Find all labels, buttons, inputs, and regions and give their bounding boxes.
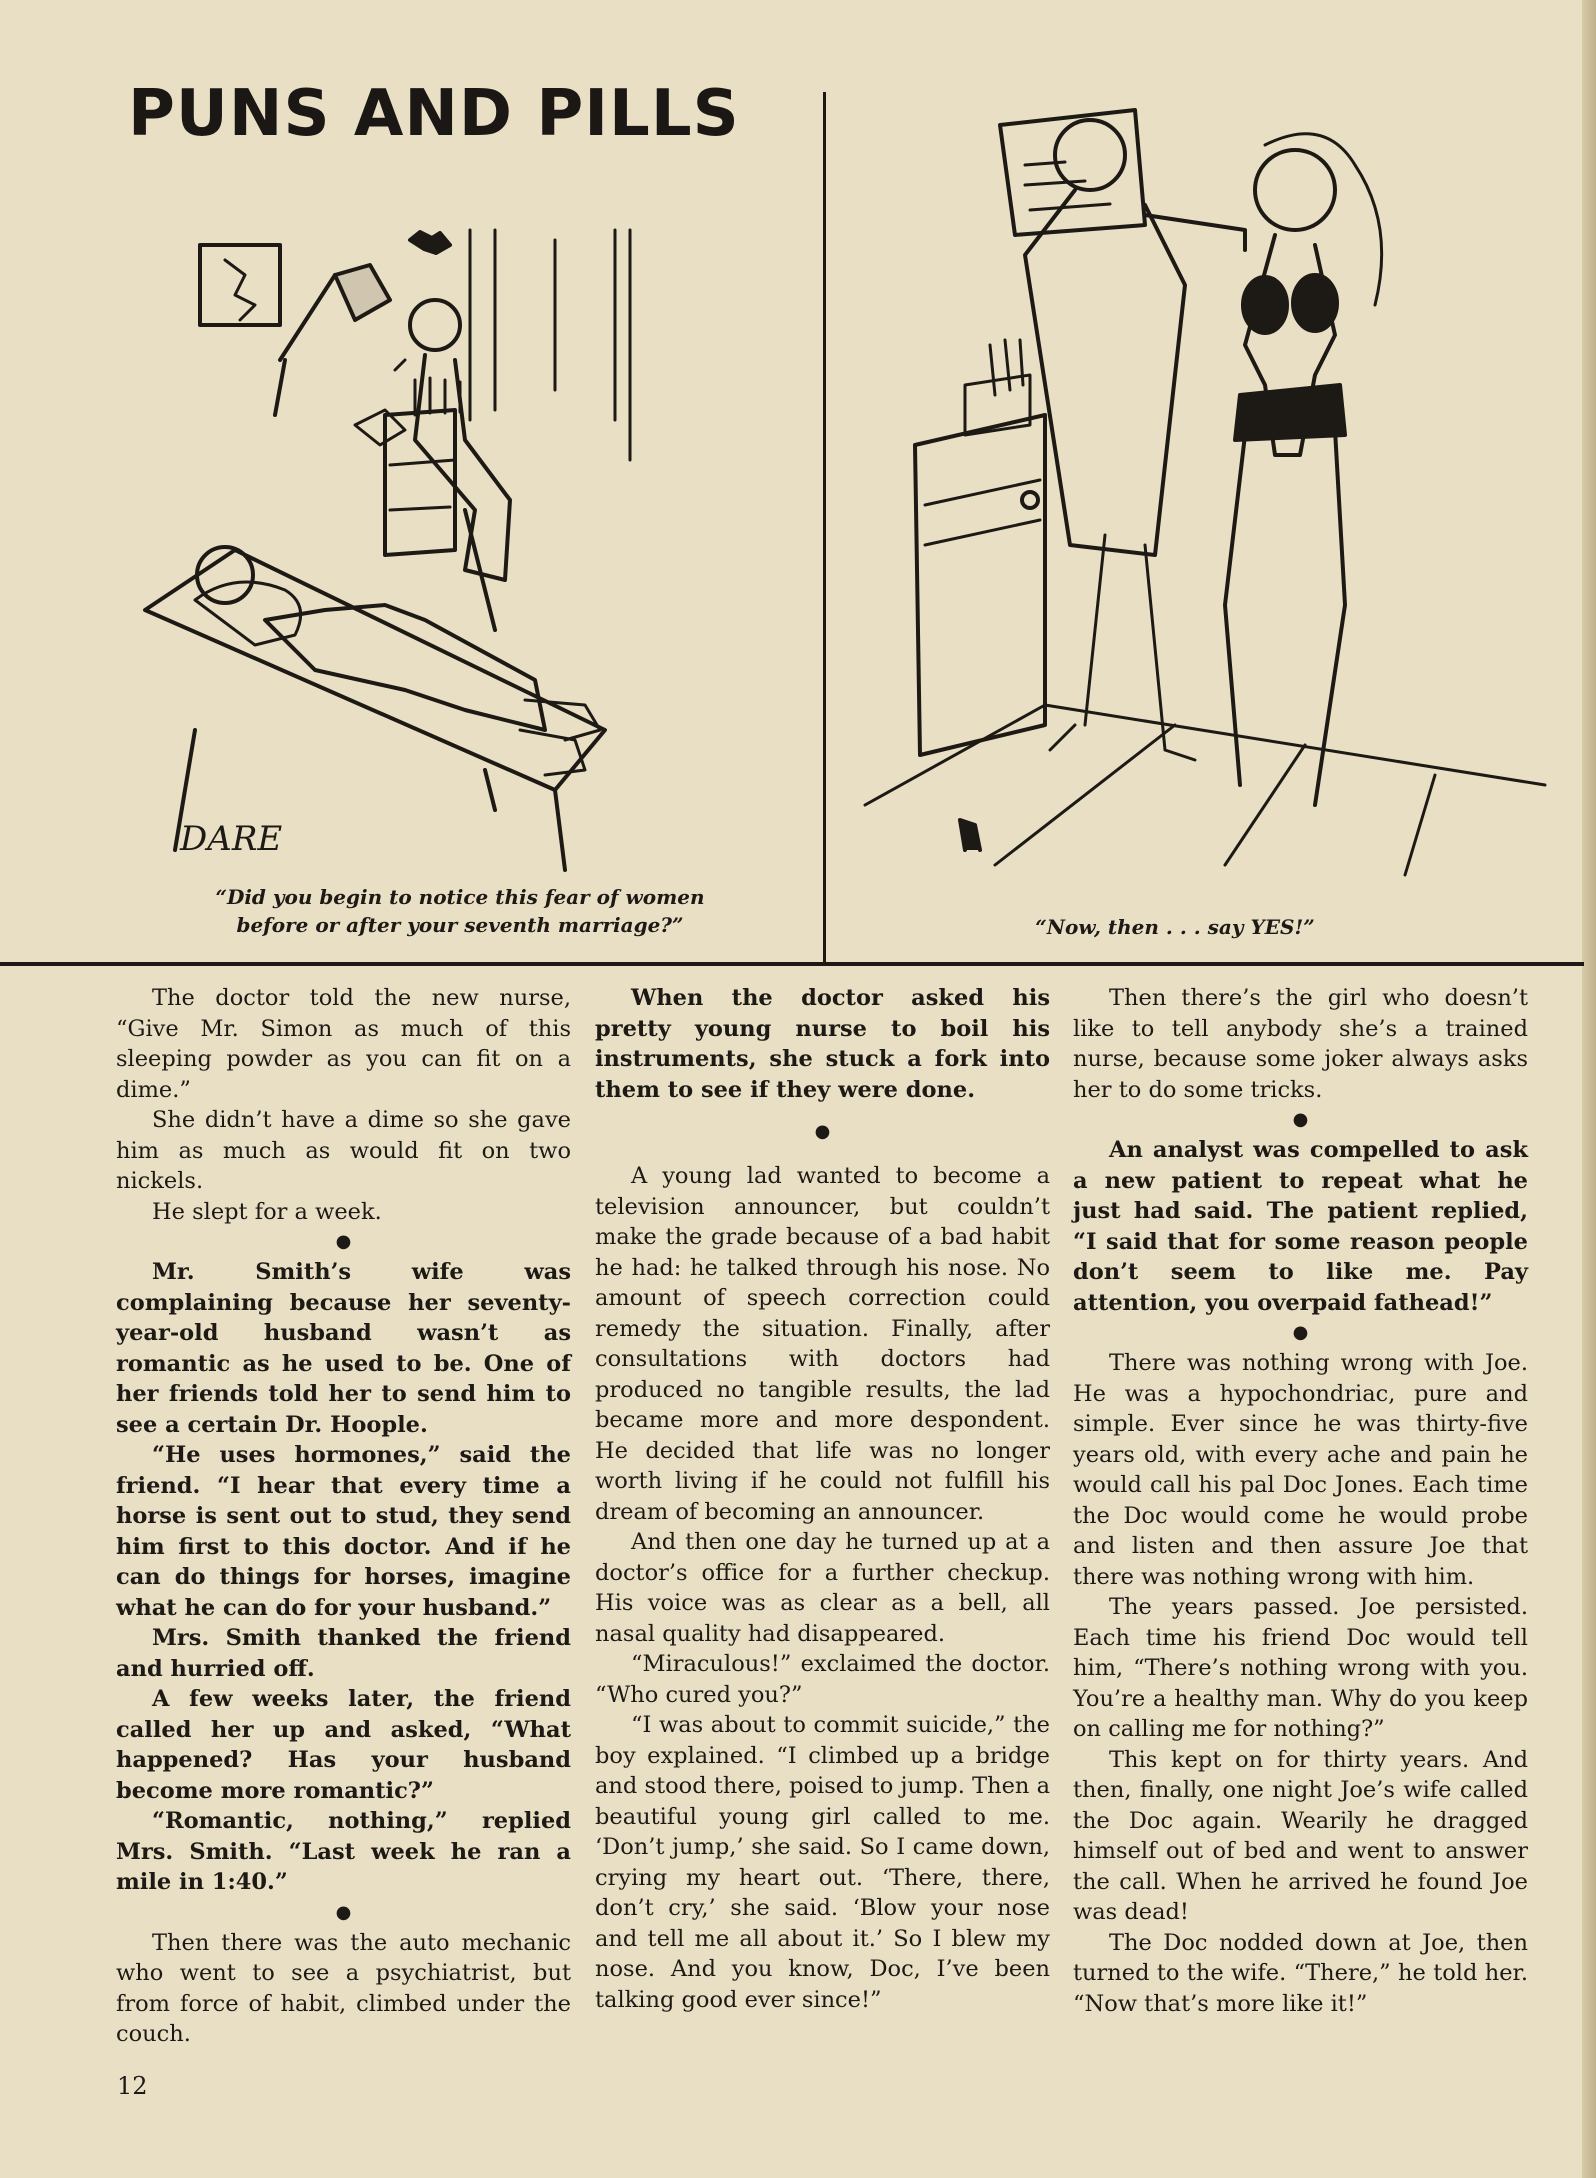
joke-paragraph: Mr. Smith’s wife was complaining because her seventy-year-old husband wasn’t as romantic as he used to be. One of her friends told her to send him to see a certain Dr. Hoople. (116, 1259, 571, 1438)
text-column-3 (1073, 983, 1528, 2019)
separator-bullet: ● (335, 1901, 352, 1923)
floor-lamp (280, 275, 335, 360)
joke-paragraph: The doctor told the new nurse, “Give Mr. Simon as much of this sleeping powder as you can fit on a dime.” (116, 985, 571, 1103)
cartoon-doctor-nurse (845, 85, 1560, 885)
cartoon-signature: DARE (180, 819, 283, 859)
page-number: 12 (117, 2072, 148, 2100)
page-binding-edge (1582, 0, 1596, 2178)
separator-bullet: ● (335, 1231, 352, 1252)
separator-bullet: ● (1292, 1322, 1309, 1343)
page-title: PUNS AND PILLS (128, 77, 740, 151)
joke-paragraph: Mrs. Smith thanked the friend and hurried off. (116, 1625, 571, 1682)
joke-paragraph: A few weeks later, the friend called her up and asked, “What happened? Has your husband become more romantic?” (116, 1686, 571, 1804)
caption-line-1: “Did you begin to notice this fear of women (215, 885, 705, 909)
patient-head (1255, 150, 1335, 230)
separator-bullet: ● (1292, 1109, 1309, 1130)
joke-paragraph: The Doc nodded down at Joe, then turned to the wife. “There,” he told her. “Now that’s more like it!” (1073, 1929, 1528, 2017)
joke-paragraph: “I was about to commit suicide,” the boy explained. “I climbed up a bridge and stood there, poised to jump. Then a beautiful young girl called to me. ‘Don’t jump,’ she said. So I came down, crying my heart out. ‘There, there, don’t cry,’ she said. ‘Blow your nose and tell me all about it.’ So I blew my nose. And you know, Doc, I’ve been talking good ever since!” (595, 1712, 1050, 2013)
separator-bullet: ● (814, 1121, 831, 1142)
joke-paragraph: “Romantic, nothing,” replied Mrs. Smith. “Last week he ran a mile in 1:40.” (116, 1808, 571, 1895)
cartoon-divider (823, 92, 826, 965)
joke-paragraph: This kept on for thirty years. And then, finally, one night Joe’s wife called the Doc again. Wearily he dragged himself out of bed and went to answer the call. When he arrived he found Joe was dead! (1073, 1746, 1528, 1925)
cabinet (915, 415, 1045, 755)
text-column-1 (116, 983, 571, 2050)
doctor-head (410, 300, 460, 350)
joke-paragraph: The years passed. Joe persisted. Each time his friend Doc would tell him, “There’s nothing wrong with you. You’re a healthy man. Why do you keep on calling me for nothing?” (1073, 1594, 1528, 1742)
joke-paragraph: An analyst was compelled to ask a new patient to repeat what he just had said. The patient replied, “I said that for some reason people don’t seem to like me. Pay attention, you overpaid fathead!” (1073, 1137, 1528, 1316)
couch (145, 550, 605, 790)
doctor-head (1055, 120, 1125, 190)
joke-paragraph: Then there’s the girl who doesn’t like to tell anybody she’s a trained nurse, because some joker always asks her to do some tricks. (1073, 985, 1528, 1103)
joke-paragraph: When the doctor asked his pretty young nurse to boil his instruments, she stuck a fork into them to see if they were done. (595, 985, 1050, 1103)
text-column-2 (595, 983, 1050, 2015)
joke-paragraph: And then one day he turned up at a doctor’s office for a further checkup. His voice was as clear as a bell, all nasal quality had disappeared. (595, 1529, 1050, 1647)
joke-paragraph: “Miraculous!” exclaimed the doctor. “Who cured you?” (595, 1651, 1050, 1708)
joke-paragraph: Then there was the auto mechanic who went to see a psychiatrist, but from force of habit, climbed under the couch. (116, 1929, 571, 2047)
eye-chart (1000, 110, 1145, 235)
caption-line-2: before or after your seventh marriage?” (236, 913, 684, 937)
joke-paragraph: He slept for a week. (152, 1198, 382, 1225)
joke-paragraph: She didn’t have a dime so she gave him as much as would fit on two nickels. (116, 1107, 571, 1194)
joke-paragraph: A young lad wanted to become a television announcer, but couldn’t make the grade because of a bad habit he had: he talked through his nose. No amount of speech correction could remedy the situation. Finally, after consultations with doctors had produced no tangible results, the lad became more and more despondent. He decided that life was no longer worth living if he could not fulfill his dream of becoming an announcer. (595, 1163, 1050, 1525)
section-divider (0, 962, 1584, 966)
cartoon-2-caption: “Now, then . . . say YES!” (1035, 915, 1315, 939)
cartoon-psychiatrist (125, 210, 785, 880)
joke-paragraph: There was nothing wrong with Joe. He was a hypochondriac, pure and simple. Ever since he was thirty-five years old, with every ache and pain he would call his pal Doc Jones. Each time the Doc would come he would probe and listen and then assure Joe that there was nothing wrong with him. (1073, 1350, 1528, 1590)
joke-paragraph: “He uses hormones,” said the friend. “I hear that every time a horse is sent out to stud, they send him first to this doctor. And if he can do things for horses, imagine what he can do for your husband.” (116, 1442, 571, 1621)
cartoon-1-caption (180, 883, 740, 939)
